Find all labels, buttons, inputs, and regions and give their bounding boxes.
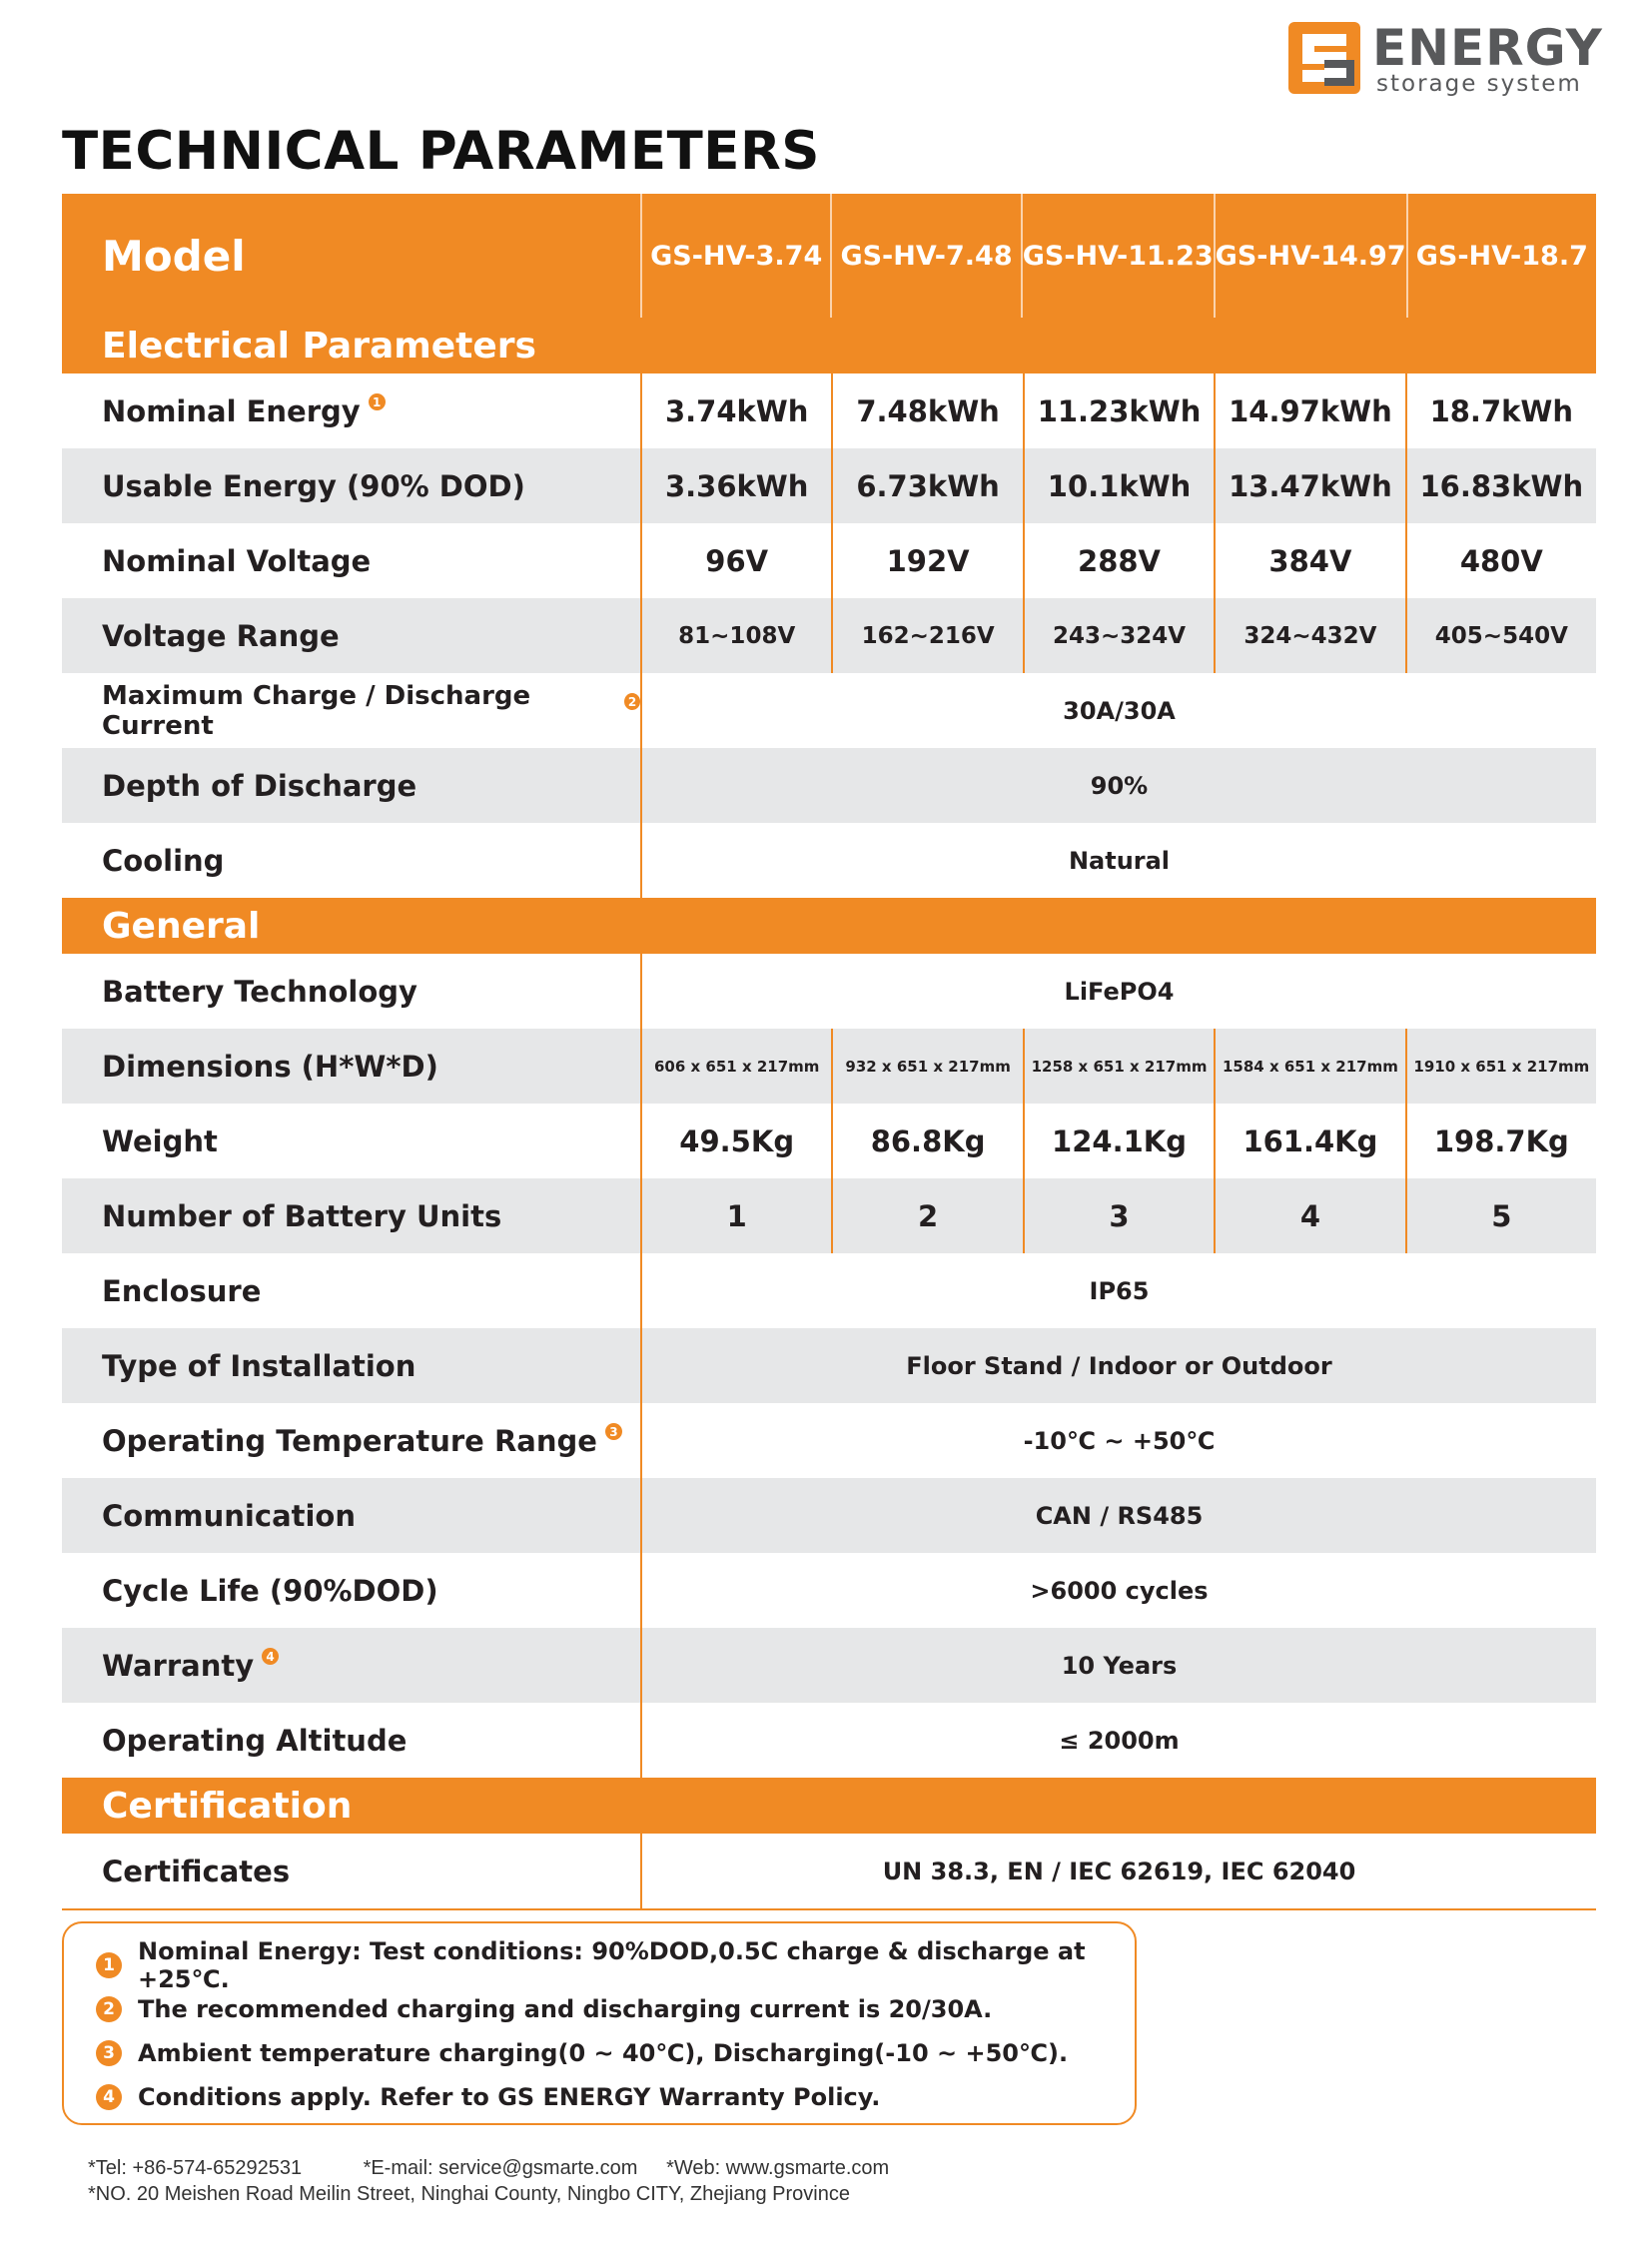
footnote-text: Conditions apply. Refer to GS ENERGY Warranty Policy.	[138, 2083, 881, 2111]
row-label: Warranty	[102, 1648, 255, 1683]
value-cell: 288V	[1025, 523, 1216, 598]
table-row	[62, 1328, 1596, 1403]
model-cell: GS-HV-7.48	[832, 194, 1022, 318]
value-cell: Floor Stand / Indoor or Outdoor	[906, 1351, 1332, 1380]
table-row	[62, 1703, 1596, 1778]
value-cell: 30A/30A	[1063, 696, 1176, 725]
spec-table	[62, 194, 1596, 1910]
value-cell: IP65	[1089, 1276, 1150, 1305]
table-row	[62, 374, 1596, 448]
value-cell: >6000 cycles	[1030, 1576, 1209, 1605]
row-label: Operating Temperature Range	[102, 1423, 597, 1458]
value-cell: 3.36kWh	[642, 448, 833, 523]
footnote-item	[96, 1937, 1135, 1993]
value-cell: 243~324V	[1025, 598, 1216, 673]
table-row	[62, 1834, 1596, 1908]
footnote-text: The recommended charging and discharging current is 20/30A.	[138, 1995, 993, 2023]
row-label: Dimensions (H*W*D)	[62, 1029, 642, 1104]
model-cell: GS-HV-3.74	[642, 194, 832, 318]
footnote-item	[96, 2031, 1135, 2075]
row-label: Certificates	[62, 1834, 642, 1908]
section-general: General	[62, 898, 1596, 954]
footer-web[interactable]: *Web: www.gsmarte.com	[666, 2157, 890, 2179]
table-row	[62, 823, 1596, 898]
value-cell: 1258 x 651 x 217mm	[1025, 1029, 1216, 1104]
value-cell: 13.47kWh	[1216, 448, 1406, 523]
contact-footer	[88, 2155, 889, 2207]
row-label: Usable Energy (90% DOD)	[62, 448, 642, 523]
value-cell: 1584 x 651 x 217mm	[1216, 1029, 1406, 1104]
model-cell: GS-HV-14.97	[1216, 194, 1408, 318]
row-label: Enclosure	[62, 1253, 642, 1328]
footnote-marker: 1	[369, 393, 386, 410]
row-label: Maximum Charge / Discharge Current	[102, 680, 531, 741]
table-row	[62, 748, 1596, 823]
value-cell: 6.73kWh	[833, 448, 1024, 523]
value-cell: 16.83kWh	[1419, 468, 1584, 503]
table-row	[62, 1628, 1596, 1703]
table-row	[62, 1029, 1596, 1104]
row-label: Operating Altitude	[62, 1703, 642, 1778]
footer-address: *NO. 20 Meishen Road Meilin Street, Ninghai County, Ningbo CITY, Zhejiang Province	[88, 2183, 850, 2205]
value-cell: 81~108V	[642, 598, 833, 673]
row-label: Cycle Life (90%DOD)	[62, 1553, 642, 1628]
table-row	[62, 523, 1596, 598]
value-cell: 3	[1025, 1178, 1216, 1253]
value-cell: 96V	[642, 523, 833, 598]
value-cell: 18.7kWh	[1429, 393, 1574, 428]
value-cell: UN 38.3, EN / IEC 62619, IEC 62040	[882, 1857, 1356, 1885]
brand-subtitle: storage system	[1376, 71, 1582, 97]
model-header-row	[62, 194, 1596, 318]
row-label: Cooling	[62, 823, 642, 898]
footnote-marker: 4	[262, 1648, 279, 1665]
footnote-text: Nominal Energy: Test conditions: 90%DOD,0.5C charge & discharge at +25℃.	[138, 1937, 1086, 1993]
footnote-item	[96, 1987, 1135, 2031]
brand-word: ENERGY	[1372, 19, 1603, 77]
value-cell: 161.4Kg	[1216, 1104, 1406, 1178]
footnote-item	[96, 2075, 1135, 2119]
page-title: TECHNICAL PARAMETERS	[62, 121, 820, 182]
row-label: Weight	[62, 1104, 642, 1178]
table-row	[62, 1478, 1596, 1553]
value-cell: 162~216V	[833, 598, 1024, 673]
value-cell: 90%	[1090, 771, 1149, 800]
brand-logo	[1288, 19, 1603, 97]
footnote-number: 1	[96, 1952, 122, 1978]
value-cell: 606 x 651 x 217mm	[642, 1029, 833, 1104]
footnotes-box	[62, 1921, 1137, 2125]
table-bottom-rule	[62, 1908, 1596, 1910]
table-row	[62, 954, 1596, 1029]
value-cell: 405~540V	[1434, 622, 1568, 649]
table-row	[62, 1104, 1596, 1178]
row-label: Nominal Energy	[102, 393, 361, 428]
value-cell: ≤ 2000m	[1059, 1726, 1180, 1755]
value-cell: 2	[833, 1178, 1024, 1253]
table-row	[62, 598, 1596, 673]
row-label: Communication	[62, 1478, 642, 1553]
value-cell: 10.1kWh	[1025, 448, 1216, 523]
footnote-marker: 3	[605, 1423, 622, 1440]
value-cell: 49.5Kg	[642, 1104, 833, 1178]
value-cell: 198.7Kg	[1433, 1123, 1569, 1158]
model-cell: GS-HV-18.7	[1415, 240, 1588, 272]
gs-logo-icon	[1288, 22, 1360, 94]
value-cell: -10℃ ~ +50℃	[1023, 1426, 1216, 1455]
model-label: Model	[62, 194, 642, 318]
row-label: Battery Technology	[62, 954, 642, 1029]
value-cell: 4	[1216, 1178, 1406, 1253]
table-row	[62, 1403, 1596, 1478]
value-cell: 14.97kWh	[1216, 374, 1406, 448]
table-row	[62, 1553, 1596, 1628]
model-cell: GS-HV-11.23	[1023, 194, 1216, 318]
table-row	[62, 1253, 1596, 1328]
footnote-number: 3	[96, 2040, 122, 2066]
value-cell: Natural	[1068, 846, 1171, 875]
footnote-number: 4	[96, 2084, 122, 2110]
value-cell: 384V	[1216, 523, 1406, 598]
row-label: Voltage Range	[62, 598, 642, 673]
value-cell: 11.23kWh	[1025, 374, 1216, 448]
value-cell: 932 x 651 x 217mm	[833, 1029, 1024, 1104]
value-cell: 480V	[1459, 543, 1543, 578]
section-certification: Certification	[62, 1778, 1596, 1834]
row-label: Nominal Voltage	[62, 523, 642, 598]
value-cell: 1910 x 651 x 217mm	[1413, 1057, 1590, 1076]
row-label: Depth of Discharge	[62, 748, 642, 823]
table-row	[62, 1178, 1596, 1253]
value-cell: 324~432V	[1216, 598, 1406, 673]
footnote-marker: 2	[624, 693, 640, 710]
value-cell: CAN / RS485	[1035, 1501, 1204, 1530]
table-row	[62, 448, 1596, 523]
footer-tel: *Tel: +86-574-65292531	[88, 2157, 303, 2179]
value-cell: 86.8Kg	[833, 1104, 1024, 1178]
footer-email[interactable]: *E-mail: service@gsmarte.com	[363, 2157, 638, 2179]
value-cell: 7.48kWh	[833, 374, 1024, 448]
value-cell: 5	[1491, 1198, 1512, 1233]
value-cell: 192V	[833, 523, 1024, 598]
table-row	[62, 673, 1596, 748]
row-label: Type of Installation	[62, 1328, 642, 1403]
value-cell: LiFePO4	[1064, 977, 1175, 1006]
value-cell: 3.74kWh	[642, 374, 833, 448]
footnote-number: 2	[96, 1996, 122, 2022]
row-label: Number of Battery Units	[62, 1178, 642, 1253]
value-cell: 124.1Kg	[1025, 1104, 1216, 1178]
footnote-text: Ambient temperature charging(0 ~ 40℃), Discharging(-10 ~ +50℃).	[138, 2039, 1069, 2067]
value-cell: 1	[642, 1178, 833, 1253]
section-electrical: Electrical Parameters	[62, 318, 1596, 374]
value-cell: 10 Years	[1061, 1651, 1178, 1680]
